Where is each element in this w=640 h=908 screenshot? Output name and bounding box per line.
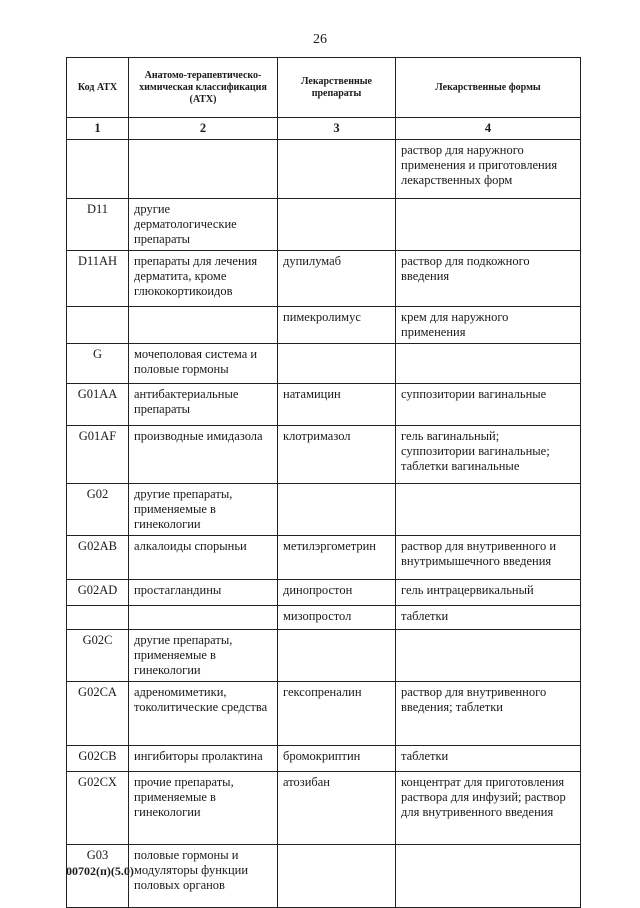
table-row [67, 384, 581, 426]
table-row [67, 772, 581, 845]
table-row [67, 536, 581, 580]
table-row [67, 344, 581, 384]
atx-classification: мочеполовая система и половые гормоны [129, 344, 278, 384]
atx-classification: другие дерматологические препараты [129, 199, 278, 251]
dosage-forms: раствор для наружного применения и приготовления лекарственных форм [396, 140, 581, 199]
dosage-forms: таблетки [396, 746, 581, 772]
drug-name: пимекролимус [278, 307, 396, 344]
header-code: Код АТХ [67, 58, 129, 118]
atx-code: G02CA [67, 682, 129, 746]
atx-code [67, 140, 129, 199]
page-number: 26 [313, 32, 327, 47]
table-row [67, 630, 581, 682]
drug-name [278, 344, 396, 384]
column-number: 1 [67, 118, 129, 140]
atx-classification: адреномиметики, токолитические средства [129, 682, 278, 746]
atx-classification: другие препараты, применяемые в гинекологии [129, 484, 278, 536]
dosage-forms [396, 630, 581, 682]
drug-name: натамицин [278, 384, 396, 426]
atx-code: G01AA [67, 384, 129, 426]
table-row [67, 307, 581, 344]
dosage-forms: гель вагинальный; суппозитории вагинальные; таблетки вагинальные [396, 426, 581, 484]
drug-name: динопростон [278, 580, 396, 606]
dosage-forms: раствор для подкожного введения [396, 251, 581, 307]
table-row [67, 199, 581, 251]
dosage-forms [396, 199, 581, 251]
dosage-forms [396, 344, 581, 384]
atx-code: G02CB [67, 746, 129, 772]
drug-name [278, 845, 396, 908]
atx-classification: препараты для лечения дерматита, кроме глюкокортикоидов [129, 251, 278, 307]
dosage-forms [396, 484, 581, 536]
column-number: 3 [278, 118, 396, 140]
dosage-forms: суппозитории вагинальные [396, 384, 581, 426]
column-number: 2 [129, 118, 278, 140]
dosage-forms: гель интрацервикальный [396, 580, 581, 606]
drug-name: метилэргометрин [278, 536, 396, 580]
atx-code: D11AH [67, 251, 129, 307]
dosage-forms: крем для наружного применения [396, 307, 581, 344]
table-row [67, 845, 581, 908]
atx-classification [129, 140, 278, 199]
column-number: 4 [396, 118, 581, 140]
header-drugs: Лекарственные препараты [278, 58, 396, 118]
atx-classification [129, 307, 278, 344]
drug-name [278, 630, 396, 682]
document-code-footer: 00702(п)(5.0) [66, 864, 134, 878]
header-classification: Анатомо-терапевтическо-химическая классификация (АТХ) [129, 58, 278, 118]
atx-code: G02C [67, 630, 129, 682]
drug-name [278, 140, 396, 199]
table-row [67, 251, 581, 307]
atx-code [67, 307, 129, 344]
atx-classification [129, 606, 278, 630]
drug-name [278, 484, 396, 536]
drug-name: атозибан [278, 772, 396, 845]
table-row [67, 140, 581, 199]
dosage-forms: концентрат для приготовления раствора для инфузий; раствор для внутривенного введения [396, 772, 581, 845]
table-row [67, 606, 581, 630]
table-row [67, 484, 581, 536]
dosage-forms [396, 845, 581, 908]
table-row [67, 580, 581, 606]
dosage-forms: таблетки [396, 606, 581, 630]
atx-code: G02AD [67, 580, 129, 606]
drug-name [278, 199, 396, 251]
atx-classification: другие препараты, применяемые в гинекологии [129, 630, 278, 682]
atx-classification: антибактериальные препараты [129, 384, 278, 426]
column-number-row [67, 118, 581, 140]
atx-code: G [67, 344, 129, 384]
atx-code: G01AF [67, 426, 129, 484]
dosage-forms: раствор для внутривенного введения; таблетки [396, 682, 581, 746]
atx-classification: производные имидазола [129, 426, 278, 484]
dosage-forms: раствор для внутривенного и внутримышечного введения [396, 536, 581, 580]
table-row [67, 426, 581, 484]
drug-name: гексопреналин [278, 682, 396, 746]
atx-code: G02AB [67, 536, 129, 580]
atx-classification: ингибиторы пролактина [129, 746, 278, 772]
atx-classification: половые гормоны и модуляторы функции половых органов [129, 845, 278, 908]
atx-code: G02CX [67, 772, 129, 845]
atx-code: D11 [67, 199, 129, 251]
header-forms: Лекарственные формы [396, 58, 581, 118]
atx-code: G03 [67, 845, 129, 908]
atx-code [67, 606, 129, 630]
atx-table [66, 57, 581, 908]
drug-name: бромокриптин [278, 746, 396, 772]
atx-classification: простагландины [129, 580, 278, 606]
drug-name: мизопростол [278, 606, 396, 630]
table-header-row [67, 58, 581, 118]
table-row [67, 682, 581, 746]
atx-classification: прочие препараты, применяемые в гинекологии [129, 772, 278, 845]
atx-classification: алкалоиды спорыньи [129, 536, 278, 580]
drug-name: дупилумаб [278, 251, 396, 307]
atx-code: G02 [67, 484, 129, 536]
drug-name: клотримазол [278, 426, 396, 484]
table-row [67, 746, 581, 772]
